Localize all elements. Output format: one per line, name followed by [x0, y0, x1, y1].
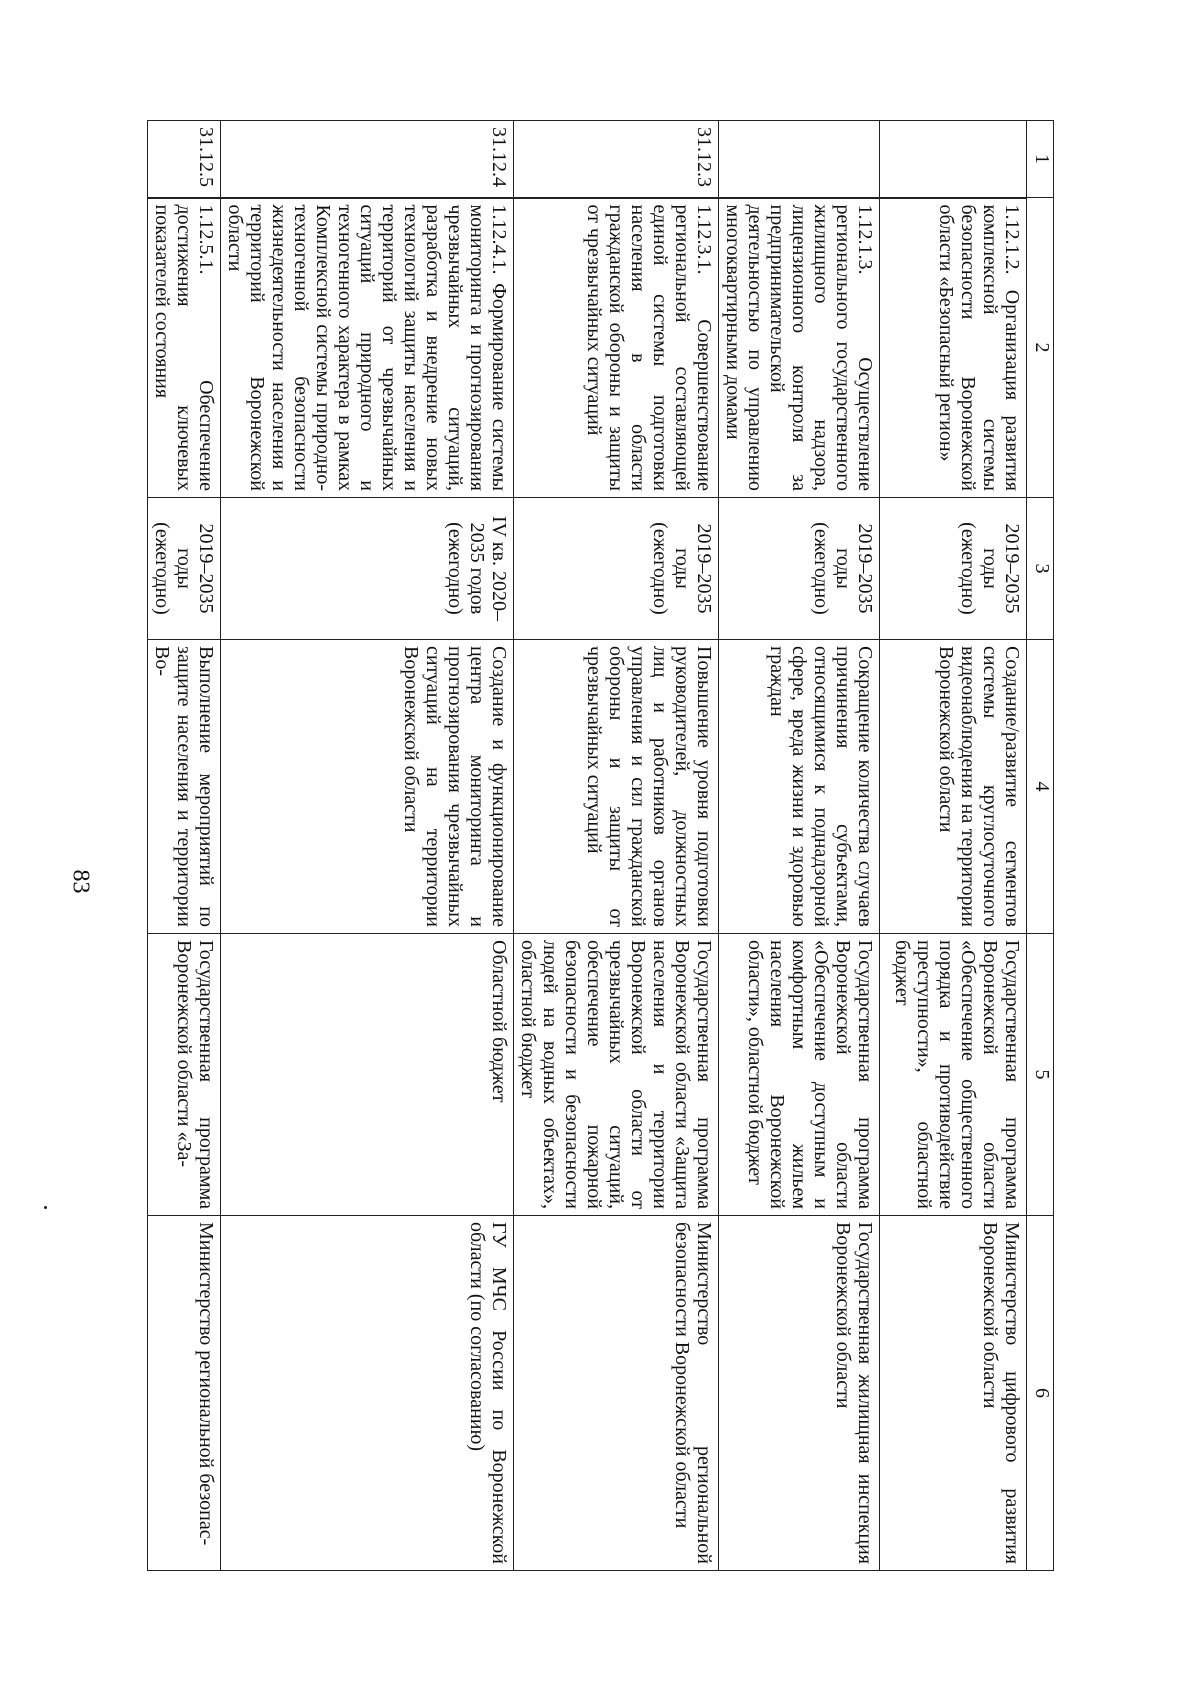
cell-result: Выполнение мероприятий по защите населения и территории Во-: [148, 640, 221, 934]
cell-measure: 1.12.3.1. Совершенствование региональной составляющей единой системы подготовки населения в области гражданской обороны и защиты от чрезвычайных ситуаций: [514, 198, 719, 498]
cell-measure: 1.12.1.3. Осуществление регионального государственного жилищного надзора, лицензионного контроля за предпринимательской деятельностью по управлению многоквартирными домами: [719, 198, 880, 498]
cell-result: Создание/развитие сегментов системы круглосуточного видеонаблюдения на территории Воронежской области: [880, 640, 1027, 934]
cell-period: 2019–2035 годы (ежегодно): [880, 498, 1027, 640]
table-row: [880, 121, 1027, 1571]
cell-source: Государственная программа Воронежской области «Обеспечение общественного порядка и противодействие преступности», областной бюджет: [880, 934, 1027, 1216]
cell-result: Сокращение количества случаев причинения субъектами, относящимися к поднадзорной сфере, вреда жизни и здоровью граждан: [719, 640, 880, 934]
cell-source: Государственная программа Воронежской области «Защита населения и территории Воронежской области от чрезвычайных ситуаций, обеспечение пожарной безопасности и безопасности людей на водных объектах», областной бюджет: [514, 934, 719, 1216]
header-row: [1027, 121, 1054, 1571]
column-header-3: 3: [1027, 498, 1054, 640]
cell-source: Областной бюджет: [221, 934, 514, 1216]
cell-source: Государственная программа Воронежской области «Обеспечение доступным и комфортным жильем населения Воронежской области», областной бюджет: [719, 934, 880, 1216]
cell-executor: ГУ МЧС России по Воронежской области (по согласованию): [221, 1216, 514, 1571]
cell-period: 2019–2035 годы (ежегодно): [514, 498, 719, 640]
cell-measure: 1.12.5.1. Обеспечение достижения ключевых показателей состояния: [148, 198, 221, 498]
table-row: [221, 121, 514, 1571]
cell-number: 31.12.3: [514, 121, 719, 198]
cell-result: Создание и функционирование центра мониторинга и прогнозирования чрезвычайных ситуаций на территории Воронежской области: [221, 640, 514, 934]
cell-number: [880, 121, 1027, 198]
cell-number: 31.12.4: [221, 121, 514, 198]
cell-number: [719, 121, 880, 198]
column-header-5: 5: [1027, 934, 1054, 1216]
cell-measure: 1.12.4.1. Формирование системы мониторинга и прогнозирования чрезвычайных ситуаций, разработка и внедрение новых технологий защиты населения и территорий от чрезвычайных ситуаций природного и техногенного характера в рамках Комплексной системы природно-техногенной безопасности жизнедеятельности населения и территорий Воронежской области: [221, 198, 514, 498]
cell-result: Повышение уровня подготовки руководителей, должностных лиц и работников органов управления и сил гражданской обороны и защиты от чрезвычайных ситуаций: [514, 640, 719, 934]
cell-period: 2019–2035 годы (ежегодно): [719, 498, 880, 640]
cell-executor: Государственная жилищная инспекция Воронежской области: [719, 1216, 880, 1571]
cell-executor: Министерство цифрового развития Воронежской области: [880, 1216, 1027, 1571]
column-header-2: 2: [1027, 198, 1054, 498]
cell-executor: Министерство региональной безопас-: [148, 1216, 221, 1571]
cell-period: IV кв. 2020–2035 годов (ежегодно): [221, 498, 514, 640]
cell-period: 2019–2035 годы (ежегодно): [148, 498, 221, 640]
measures-table: [147, 120, 1054, 1571]
cell-source: Государственная программа Воронежской области «За-: [148, 934, 221, 1216]
table-row: [719, 121, 880, 1571]
cell-measure: 1.12.1.2. Организация развития комплексной системы безопасности Воронежской области «Безопасный регион»: [880, 198, 1027, 498]
cell-executor: Министерство региональной безопасности Воронежской области: [514, 1216, 719, 1571]
cell-number: 31.12.5: [148, 121, 221, 198]
column-header-4: 4: [1027, 640, 1054, 934]
table-row: [514, 121, 719, 1571]
page-number: 83: [67, 869, 94, 894]
column-header-6: 6: [1027, 1216, 1054, 1571]
table-row: [148, 121, 221, 1571]
column-header-1: 1: [1027, 121, 1054, 198]
